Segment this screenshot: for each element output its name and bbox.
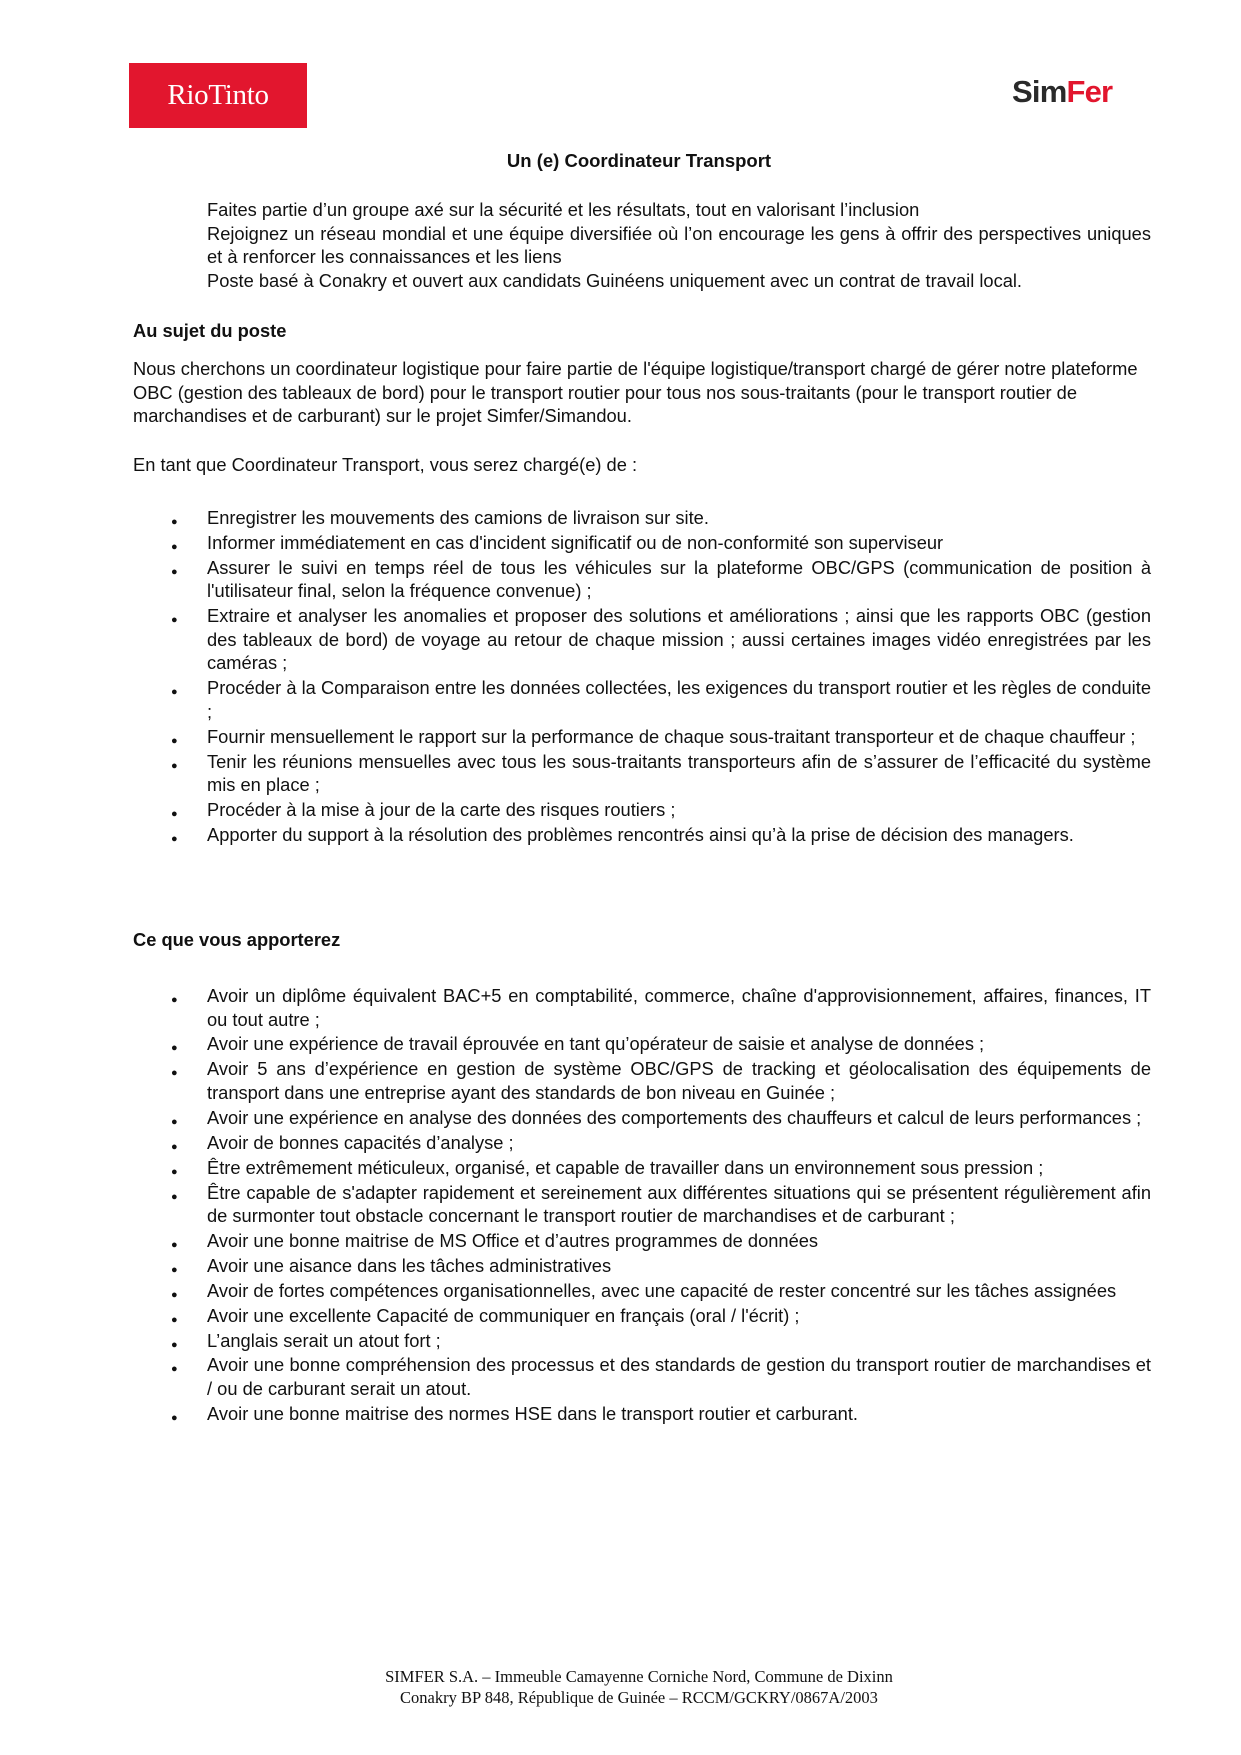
list-item-text: Apporter du support à la résolution des problèmes rencontrés ainsi qu’à la prise de décision des managers. (207, 824, 1074, 846)
list-item-text: Avoir de fortes compétences organisationnelles, avec une capacité de rester concentré sur les tâches assignées (207, 1279, 1117, 1301)
list-item-text: Avoir une bonne compréhension des processus et des standards de gestion du transport routier de marchandises et / ou de carburant serait un atout. (207, 1354, 1151, 1400)
rio-tinto-logo-text: RioTinto (167, 79, 269, 111)
list-item (133, 1329, 1151, 1353)
bullet-icon: ● (171, 1288, 178, 1301)
list-item (133, 531, 1151, 555)
list-item (133, 823, 1151, 847)
list-item (133, 1229, 1151, 1253)
list-item-text: Avoir une excellente Capacité de communiquer en français (oral / l'écrit) ; (207, 1304, 800, 1326)
list-item-text: Procéder à la mise à jour de la carte des risques routiers ; (207, 799, 676, 821)
list-item (133, 1402, 1151, 1426)
list-item (133, 1353, 1151, 1400)
duties-lead: En tant que Coordinateur Transport, vous serez chargé(e) de : (133, 454, 638, 475)
footer-line-2: Conakry BP 848, République de Guinée – RCCM/GCKRY/0867A/2003 (400, 1688, 878, 1707)
simfer-logo-part1: Sim (1012, 74, 1067, 109)
section-heading-bring: Ce que vous apporterez (133, 929, 341, 950)
list-item (133, 750, 1151, 797)
duties-list (133, 506, 1151, 848)
list-item-text: Extraire et analyser les anomalies et proposer des solutions et améliorations ; ainsi que les rapports OBC (gestion des tableaux de bord) de voyage au retour de chaque mission ; aussi certaines images vidéo enregistrées par les caméras ; (207, 605, 1151, 674)
bullet-icon: ● (171, 808, 178, 821)
list-item (133, 1304, 1151, 1328)
intro-line: Faites partie d’un groupe axé sur la sécurité et les résultats, tout en valorisant l’inclusion (207, 199, 920, 220)
list-item (133, 1279, 1151, 1303)
list-item (133, 1032, 1151, 1056)
list-item-text: Enregistrer les mouvements des camions de livraison sur site. (207, 507, 709, 528)
bullet-icon: ● (171, 833, 178, 846)
list-item (133, 1254, 1151, 1278)
footer (0, 1666, 1241, 1708)
bullet-icon: ● (171, 540, 178, 553)
list-item-text: Être extrêmement méticuleux, organisé, et capable de travailler dans un environnement sous pression ; (207, 1156, 1044, 1178)
bullet-icon: ● (171, 1115, 178, 1128)
about-paragraph-block (133, 357, 1143, 428)
footer-line-1: SIMFER S.A. – Immeuble Camayenne Corniche Nord, Commune de Dixinn (385, 1667, 893, 1686)
list-item-text: Avoir de bonnes capacités d’analyse ; (207, 1131, 514, 1153)
list-item (133, 798, 1151, 822)
list-item (133, 1181, 1151, 1228)
list-item-text: L’anglais serait un atout fort ; (207, 1329, 441, 1351)
intro-line: Poste basé à Conakry et ouvert aux candidats Guinéens uniquement avec un contrat de travail local. (207, 269, 1023, 291)
list-item-text: Fournir mensuellement le rapport sur la performance de chaque sous-traitant transporteur et de chaque chauffeur ; (207, 725, 1136, 747)
bullet-icon: ● (171, 1338, 178, 1351)
about-paragraph: Nous cherchons un coordinateur logistique pour faire partie de l'équipe logistique/transport chargé de gérer notre plateforme OBC (gestion des tableaux de bord) pour le transport routier pour tous nos sous-traitants (pour le transport routier de marchandises et de carburant) sur le projet Simfer/Simandou. (133, 358, 1138, 427)
bullet-icon: ● (171, 1313, 178, 1326)
bullet-icon: ● (171, 1140, 178, 1153)
bullet-icon: ● (171, 565, 178, 578)
bullet-icon: ● (171, 1165, 178, 1178)
bullet-icon: ● (171, 1239, 178, 1252)
bullet-icon: ● (171, 1411, 178, 1424)
list-item-text: Avoir une aisance dans les tâches administratives (207, 1254, 612, 1276)
list-item (133, 676, 1151, 723)
list-item (133, 1106, 1151, 1130)
requirements-list (133, 984, 1151, 1427)
list-item-text: Procéder à la Comparaison entre les données collectées, les exigences du transport routier et les règles de conduite ; (207, 677, 1151, 722)
list-item-text: Être capable de s'adapter rapidement et sereinement aux différentes situations qui se présentent régulièrement afin de surmonter tout obstacle concernant le transport routier de marchandises et de carburant ; (207, 1181, 1151, 1227)
list-item-text: Avoir une bonne maitrise des normes HSE dans le transport routier et carburant. (207, 1402, 859, 1424)
list-item-text: Avoir une bonne maitrise de MS Office et d’autres programmes de données (207, 1230, 819, 1252)
bullet-icon: ● (171, 1263, 178, 1276)
list-item (133, 984, 1151, 1031)
list-item (133, 1131, 1151, 1155)
rio-tinto-logo (129, 63, 307, 128)
list-item-text: Tenir les réunions mensuelles avec tous les sous-traitants transporteurs afin de s’assurer de l’efficacité du système mis en place ; (207, 750, 1151, 796)
list-item-text: Avoir une expérience de travail éprouvée en tant qu’opérateur de saisie et analyse de données ; (207, 1033, 985, 1055)
list-item-text: Assurer le suivi en temps réel de tous les véhicules sur la plateforme OBC/GPS (communication de position à l'utilisateur final, selon la fréquence convenue) ; (207, 556, 1151, 602)
list-item (133, 1057, 1151, 1104)
list-item-text: Avoir une expérience en analyse des données des comportements des chauffeurs et calcul de leurs performances ; (207, 1106, 1142, 1128)
list-item (133, 506, 1151, 530)
bullet-icon: ● (171, 516, 178, 528)
list-item-text: Avoir 5 ans d’expérience en gestion de système OBC/GPS de tracking et géolocalisation des équipements de transport dans une entreprise ayant des standards de bon niveau en Guinée ; (207, 1058, 1151, 1103)
list-item (133, 725, 1151, 749)
bullet-icon: ● (171, 734, 178, 747)
bullet-icon: ● (171, 1042, 178, 1055)
intro-block (207, 198, 1151, 292)
bullet-icon: ● (171, 759, 178, 772)
bullet-icon: ● (171, 1363, 178, 1376)
list-item (133, 604, 1151, 675)
bullet-icon: ● (171, 686, 178, 699)
section-heading-about: Au sujet du poste (133, 320, 287, 341)
duties-lead-block (133, 453, 1143, 477)
list-item (133, 1156, 1151, 1180)
list-item-text: Avoir un diplôme équivalent BAC+5 en comptabilité, commerce, chaîne d'approvisionnement, affaires, finances, IT ou tout autre ; (207, 985, 1151, 1030)
bullet-icon: ● (171, 614, 178, 627)
list-item (133, 556, 1151, 603)
bullet-icon: ● (171, 994, 178, 1006)
document-title: Un (e) Coordinateur Transport (506, 150, 772, 171)
list-item-text: Informer immédiatement en cas d'incident significatif ou de non-conformité son superviseur (207, 531, 944, 553)
bullet-icon: ● (171, 1190, 178, 1203)
simfer-logo (1012, 74, 1112, 110)
intro-line: Rejoignez un réseau mondial et une équipe diversifiée où l’on encourage les gens à offrir des perspectives uniques et à renforcer les connaissances et les liens (207, 222, 1151, 268)
simfer-logo-part2: Fer (1066, 74, 1113, 109)
bullet-icon: ● (171, 1067, 178, 1080)
